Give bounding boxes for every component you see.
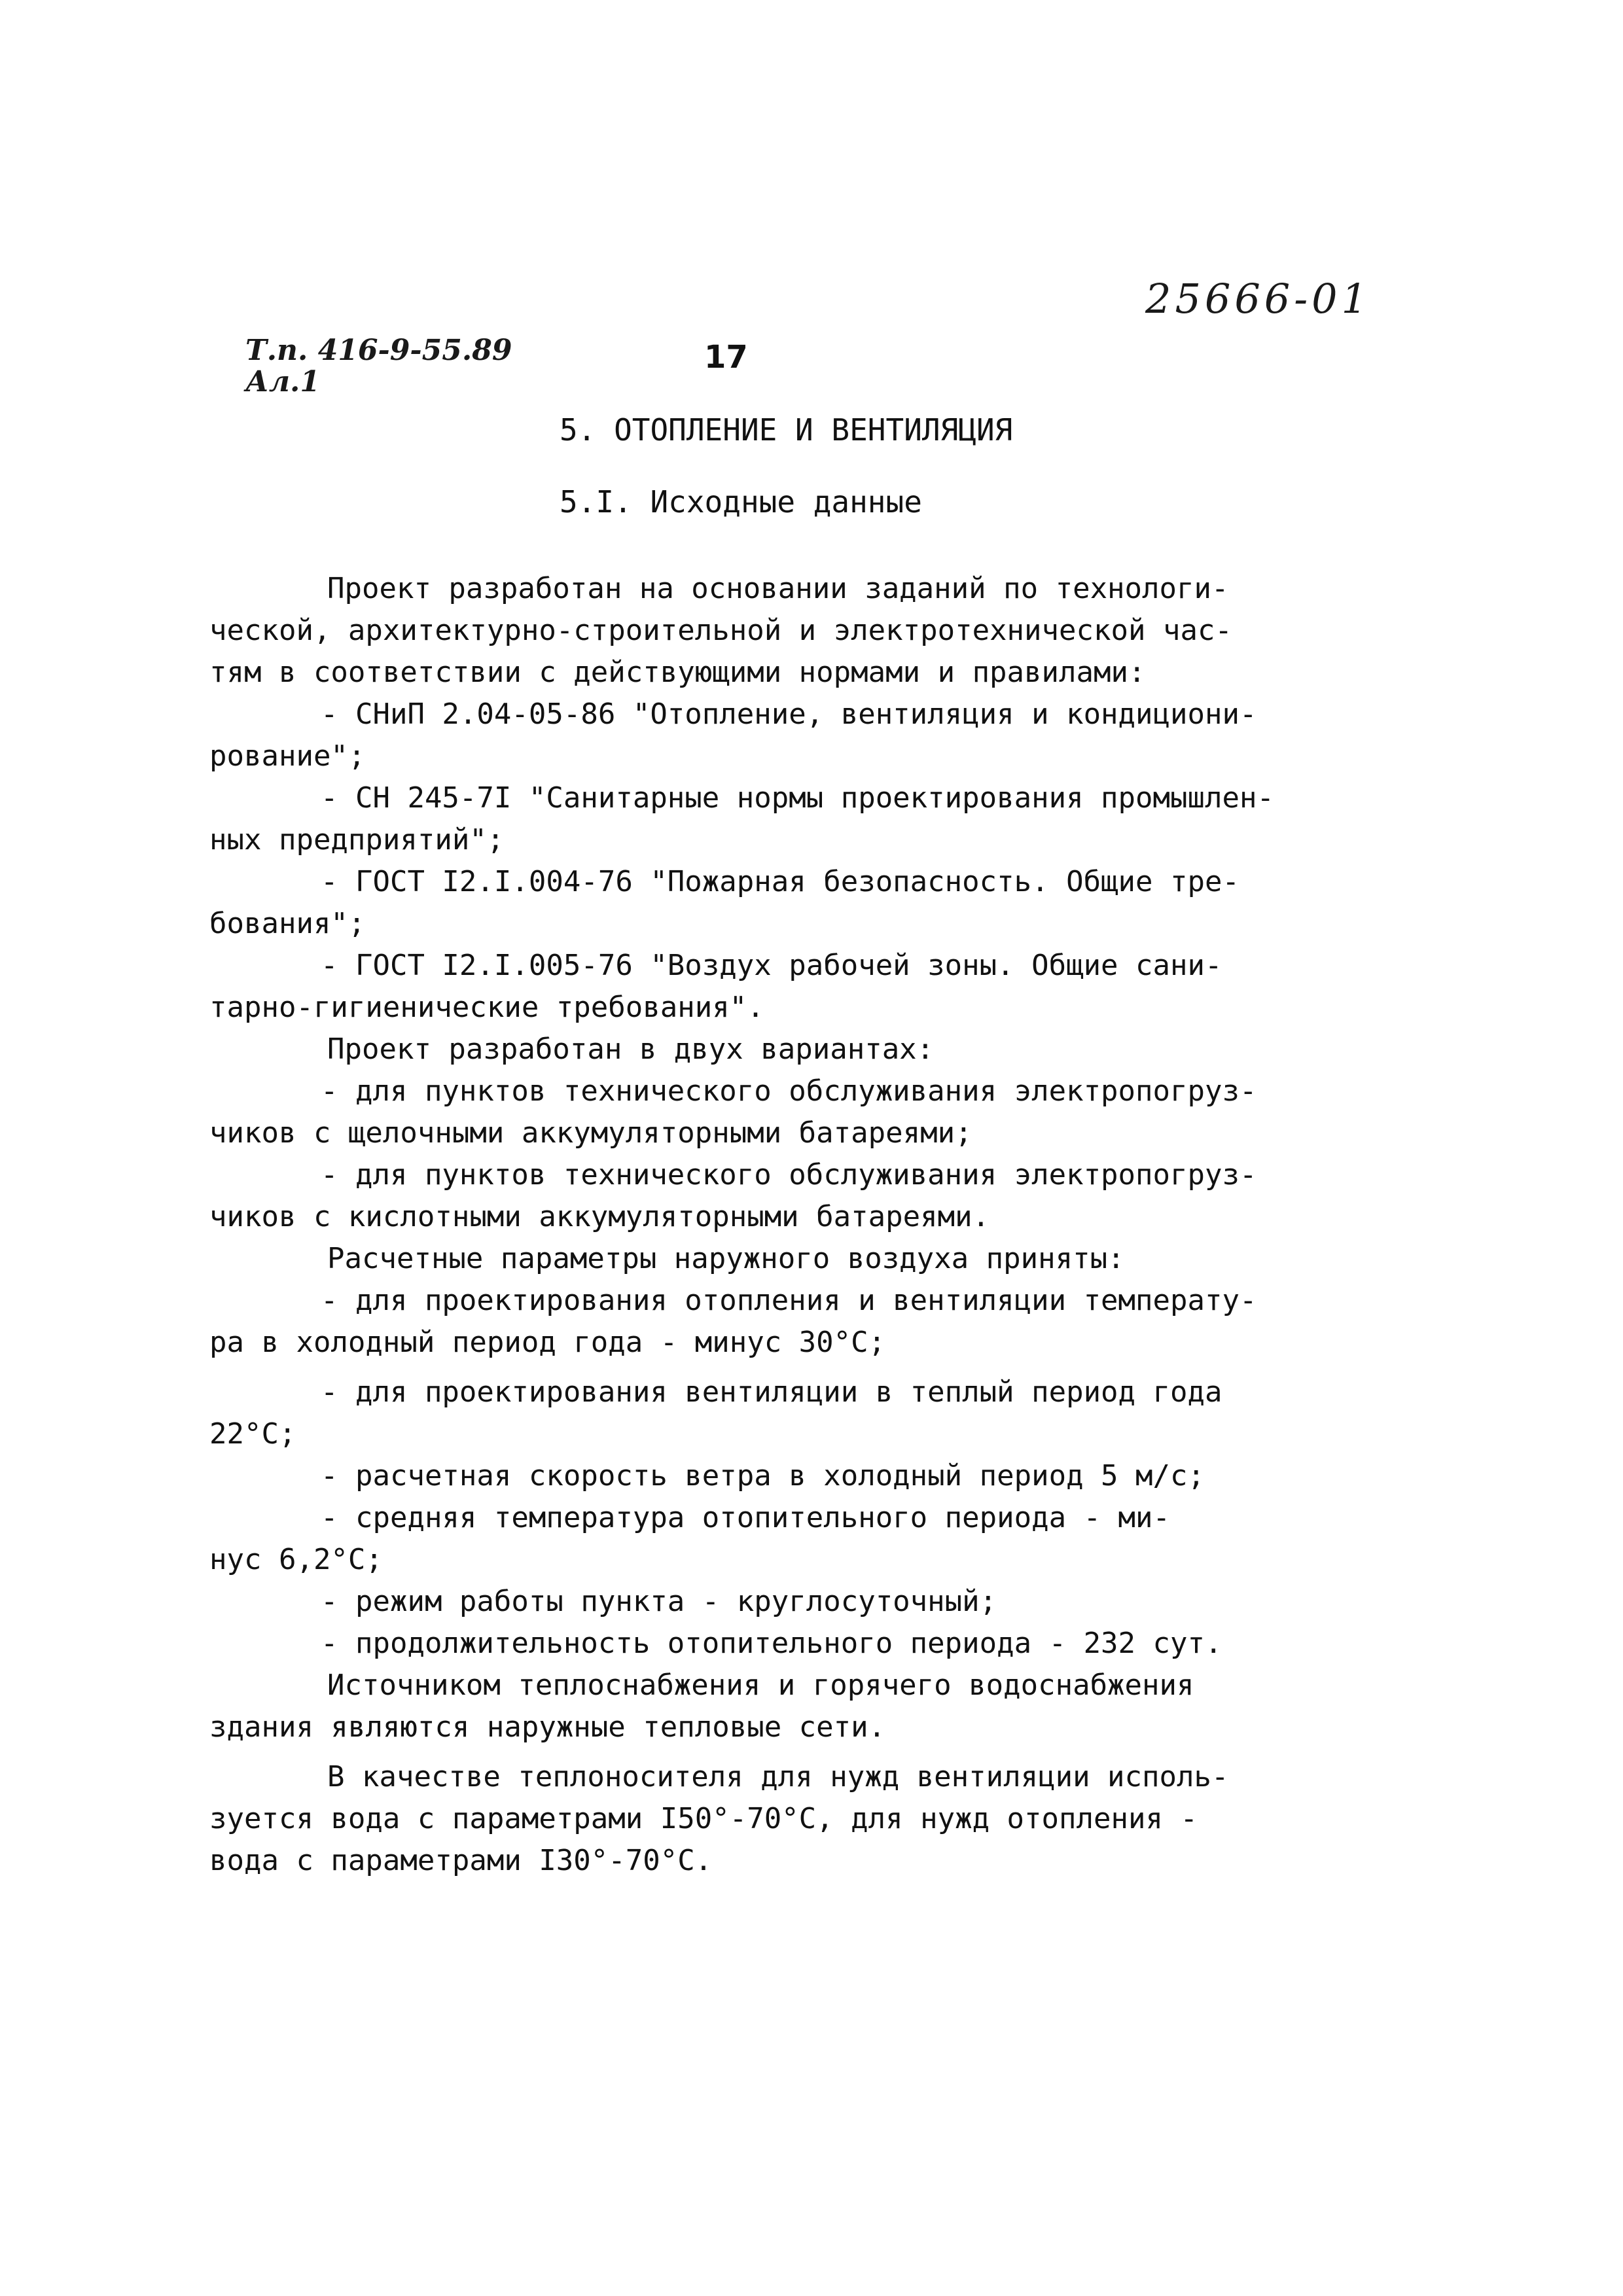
- text-line: тарно-гигиенические требования".: [209, 991, 764, 1024]
- text-line: ра в холодный период года - минус 30°C;: [209, 1326, 886, 1359]
- line-gap: [209, 1364, 1335, 1371]
- text-line: - расчетная скорость ветра в холодный период 5 м/с;: [321, 1459, 1205, 1492]
- text-line: - СН 245-7I "Санитарные нормы проектирования промышлен-: [321, 781, 1274, 815]
- text-line: - продолжительность отопительного периода - 232 сут.: [321, 1627, 1222, 1660]
- text-line: тям в соответствии с действующими нормами и правилами:: [209, 656, 1146, 689]
- text-line: Проект разработан в двух вариантах:: [327, 1033, 935, 1066]
- text-line: чиков с щелочными аккумуляторными батареями;: [209, 1116, 972, 1150]
- text-line: чиков с кислотными аккумуляторными батареями.: [209, 1200, 990, 1233]
- text-line: здания являются наружные тепловые сети.: [209, 1710, 886, 1744]
- page-number: 17: [704, 339, 748, 376]
- text-line: - для пунктов технического обслуживания электропогруз-: [321, 1158, 1257, 1192]
- text-line: Источником теплоснабжения и горячего водоснабжения: [327, 1669, 1194, 1702]
- text-line: зуется вода с параметрами I50°-70°C, для нужд отопления -: [209, 1802, 1198, 1835]
- text-line: - средняя температура отопительного периода - ми-: [321, 1501, 1171, 1534]
- project-code-line-1: Т.п. 416-9-55.89: [245, 334, 512, 367]
- text-line: - ГОСТ I2.I.005-76 "Воздух рабочей зоны. Общие сани-: [321, 949, 1222, 982]
- text-line: - режим работы пункта - круглосуточный;: [321, 1585, 997, 1618]
- body-text: [209, 568, 1335, 1882]
- text-line: ных предприятий";: [209, 823, 505, 857]
- text-line: 22°C;: [209, 1417, 296, 1451]
- document-number: 25666-01: [1145, 275, 1372, 323]
- text-line: - СНиП 2.04-05-86 "Отопление, вентиляция и кондициони-: [321, 698, 1257, 731]
- text-line: - ГОСТ I2.I.004-76 "Пожарная безопасность. Общие тре-: [321, 865, 1240, 898]
- text-line: ческой, архитектурно-строительной и электротехнической час-: [209, 614, 1232, 647]
- text-line: Расчетные параметры наружного воздуха приняты:: [327, 1242, 1125, 1275]
- text-line: бования";: [209, 907, 366, 940]
- text-line: Проект разработан на основании заданий по технологи-: [327, 572, 1229, 605]
- subsection-title: 5.I. Исходные данные: [560, 484, 922, 520]
- project-code-line-2: Ал.1: [245, 365, 320, 398]
- text-line: В качестве теплоносителя для нужд вентиляции исполь-: [327, 1760, 1229, 1793]
- text-line: - для пунктов технического обслуживания электропогруз-: [321, 1074, 1257, 1108]
- section-title: 5. ОТОПЛЕНИЕ И ВЕНТИЛЯЦИЯ: [560, 412, 1013, 448]
- text-line: рование";: [209, 739, 366, 773]
- text-line: - для проектирования отопления и вентиляции температу-: [321, 1284, 1257, 1317]
- text-line: - для проектирования вентиляции в теплый период года: [321, 1375, 1222, 1409]
- text-line: вода с параметрами I30°-70°C.: [209, 1844, 713, 1877]
- line-gap: [209, 1748, 1335, 1756]
- project-code: [245, 335, 512, 398]
- text-line: нус 6,2°C;: [209, 1543, 383, 1576]
